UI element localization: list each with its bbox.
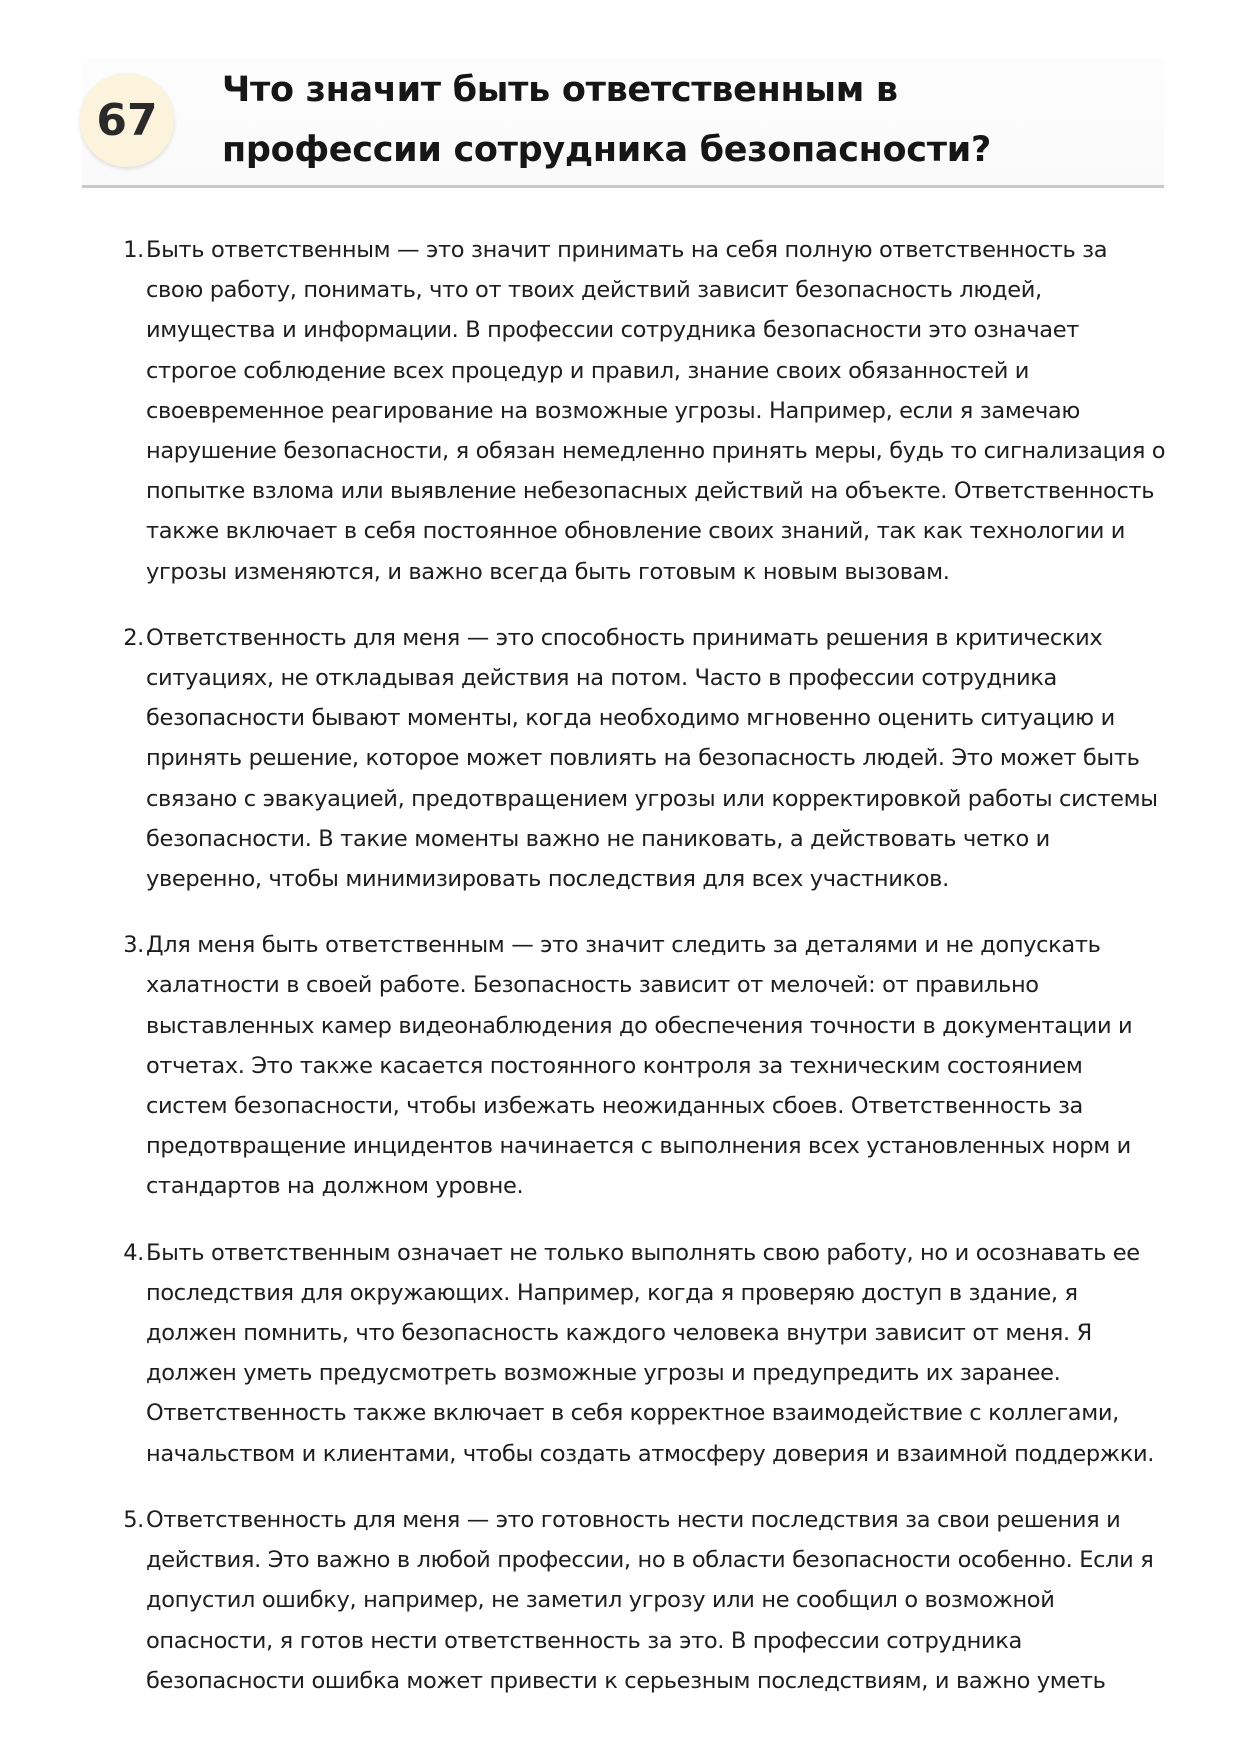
answer-number: 1.: [123, 237, 144, 263]
answer-number: 4.: [123, 1239, 144, 1266]
answer-item-2: [110, 618, 1166, 899]
answer-text: Быть ответственным — это значит принимать на себя полную ответственность за свою работу, понимать, что от твоих действий зависит безопасность людей, имущества и информации. В профессии сотрудника безопасности это означает строгое соблюдение всех процедур и правил, знание своих обязанностей и своевременное реагирование на возможные угрозы. Например, если я замечаю нарушение безопасности, я обязан немедленно принять меры, будь то сигнализация о попытке взлома или выявление небезопасных действий на объекте. Ответственность также включает в себя постоянное обновление своих знаний, так как технологии и угрозы изменяются, и важно всегда быть готовым к новым вызовам.: [146, 237, 1166, 585]
question-title: Что значит быть ответственным в профессии сотрудника безопасности?: [222, 70, 991, 170]
answer-number: 2.: [123, 624, 144, 651]
question-number: 67: [96, 94, 158, 146]
answer-list: [110, 230, 1166, 1727]
answer-item-5: [110, 1500, 1166, 1701]
answer-number: 3.: [123, 932, 144, 959]
answer-text: Для меня быть ответственным — это значит следить за деталями и не допускать халатности в своей работе. Безопасность зависит от мелочей: от правильно выставленных камер видеонаблюдения до обеспечения точности в документации и отчетах. Это также касается постоянного контроля за техническим состоянием систем безопасности, чтобы избежать неожиданных сбоев. Ответственность за предотвращение инцидентов начинается с выполнения всех установленных норм и стандартов на должном уровне.: [146, 932, 1133, 1200]
answer-text: Ответственность для меня — это способность принимать решения в критических ситуациях, не откладывая действия на потом. Часто в профессии сотрудника безопасности бывают моменты, когда необходимо мгновенно оценить ситуацию и принять решение, которое может повлиять на безопасность людей. Это может быть связано с эвакуацией, предотвращением угрозы или корректировкой работы системы безопасности. В такие моменты важно не паниковать, а действовать четко и уверенно, чтобы минимизировать последствия для всех участников.: [146, 624, 1158, 893]
answer-text: Ответственность для меня — это готовность нести последствия за свои решения и действия. Это важно в любой профессии, но в области безопасности особенно. Если я допустил ошибку, например, не заметил угрозу или не сообщил о возможной опасности, я готов нести ответственность за это. В профессии сотрудника безопасности ошибка может привести к серьезным последствиям, и важно уметь: [146, 1506, 1154, 1694]
answer-number: 5.: [123, 1506, 144, 1533]
question-number-badge: [80, 73, 174, 167]
answer-text: Быть ответственным означает не только выполнять свою работу, но и осознавать ее последствия для окружающих. Например, когда я проверяю доступ в здание, я должен помнить, что безопасность каждого человека внутри зависит от меня. Я должен уметь предусмотреть возможные угрозы и предупредить их заранее. Ответственность также включает в себя корректное взаимодействие с коллегами, начальством и клиентами, чтобы создать атмосферу доверия и взаимной поддержки.: [146, 1239, 1155, 1467]
answer-item-4: [110, 1233, 1166, 1474]
answer-item-3: [110, 925, 1166, 1206]
answer-item-1: [110, 230, 1166, 592]
